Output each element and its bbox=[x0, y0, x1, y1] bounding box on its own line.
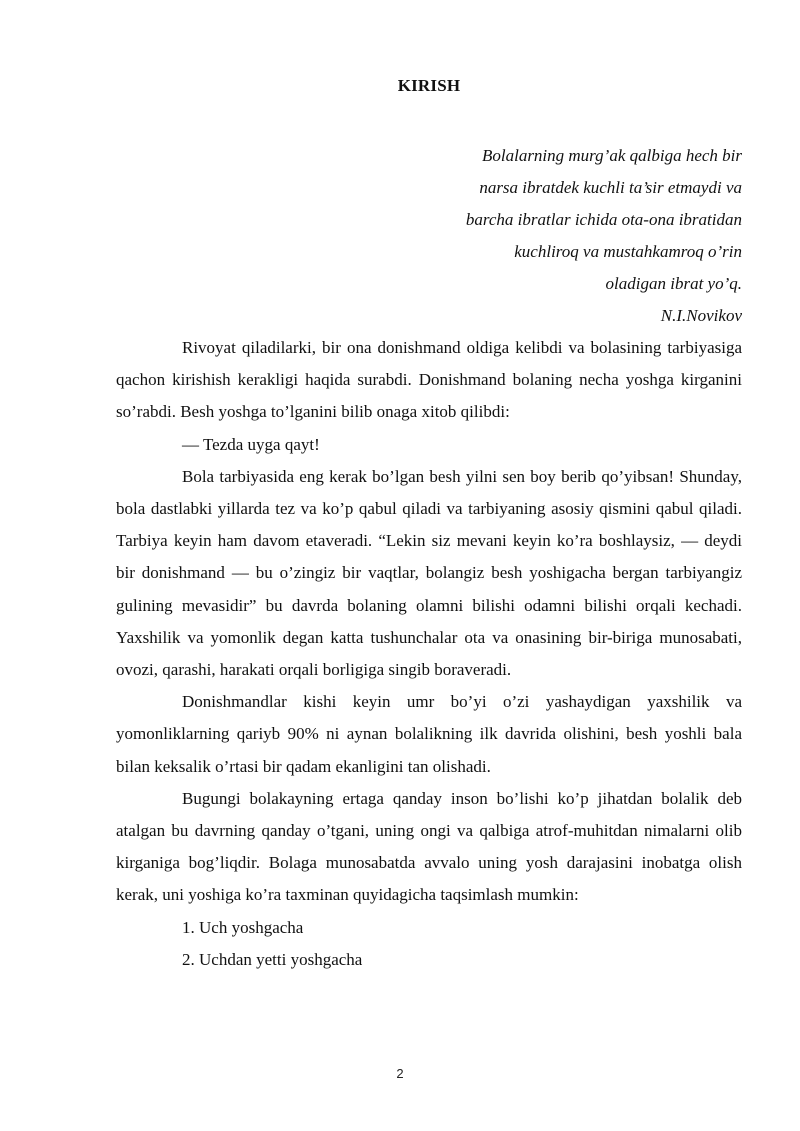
page-number: 2 bbox=[396, 1066, 404, 1081]
epigraph-line: Bolalarning murg’ak qalbiga hech bir bbox=[481, 146, 742, 165]
epigraph-author: N.I.Novikov bbox=[660, 306, 742, 325]
epigraph-line: oladigan ibrat yo’q. bbox=[605, 274, 742, 293]
epigraph-line: barcha ibratlar ichida ota-ona ibratidan bbox=[465, 210, 742, 229]
body-text bbox=[116, 332, 742, 976]
epigraph-line: narsa ibratdek kuchli ta’sir etmaydi va bbox=[479, 178, 742, 197]
paragraph: Bola tarbiyasida eng kerak bo’lgan besh yilni sen boy berib qo’yibsan! Shunday, bola dastlabki yillarda tez va ko’p qabul qiladi va tarbiyaning asosiy qismini qabul qiladi. Tarbiya keyin ham davom etaveradi. “Lekin siz mevani keyin ko’ra boshlaysiz, — deydi bir donishmand — bu o’zingiz bir vaqtlar, bolangiz besh yoshigacha bergan tarbiyangiz gulining mevasidir” bu davrda bolaning olamni bilishi odamni bilishi orqali kechadi. Yaxshilik va yomonlik degan katta tushunchalar ota va onasining bir-biriga munosabati, ovozi, qarashi, harakati orqali borligiga singib boraveradi. bbox=[116, 466, 742, 680]
section-title: KIRISH bbox=[397, 76, 461, 95]
paragraph: — Tezda uyga qayt! bbox=[182, 434, 320, 454]
epigraph-line: kuchliroq va mustahkamroq o’rin bbox=[514, 242, 742, 261]
paragraph: Rivoyat qiladilarki, bir ona donishmand oldiga kelibdi va bolasining tarbiyasiga qachon kirishish kerakligi haqida surabdi. Donishmand bolaning necha yoshga kirganini so’rabdi. Besh yoshga to’lganini bilib onaga xitob qilibdi: bbox=[116, 338, 742, 422]
list-item: 1. Uch yoshgacha bbox=[182, 917, 304, 937]
epigraph bbox=[116, 140, 742, 332]
list-item: 2. Uchdan yetti yoshgacha bbox=[182, 949, 363, 969]
paragraph: Bugungi bolakayning ertaga qanday inson bo’lishi ko’p jihatdan bolalik deb atalgan bu davrning qanday o’tgani, uning ongi va qalbiga atrof-muhitdan nimalarni olib kirganiga bog’liqdir. Bolaga munosabatda avvalo uning yosh darajasini inobatga olish kerak, uni yoshiga ko’ra taxminan quyidagicha taqsimlash mumkin: bbox=[116, 788, 742, 905]
paragraph: Donishmandlar kishi keyin umr bo’yi o’zi yashaydigan yaxshilik va yomonliklarning qariyb 90% ni aynan bolalikning ilk davrida olishini, besh yoshli bala bilan keksalik o’rtasi bir qadam ekanligini tan olishadi. bbox=[116, 692, 742, 776]
